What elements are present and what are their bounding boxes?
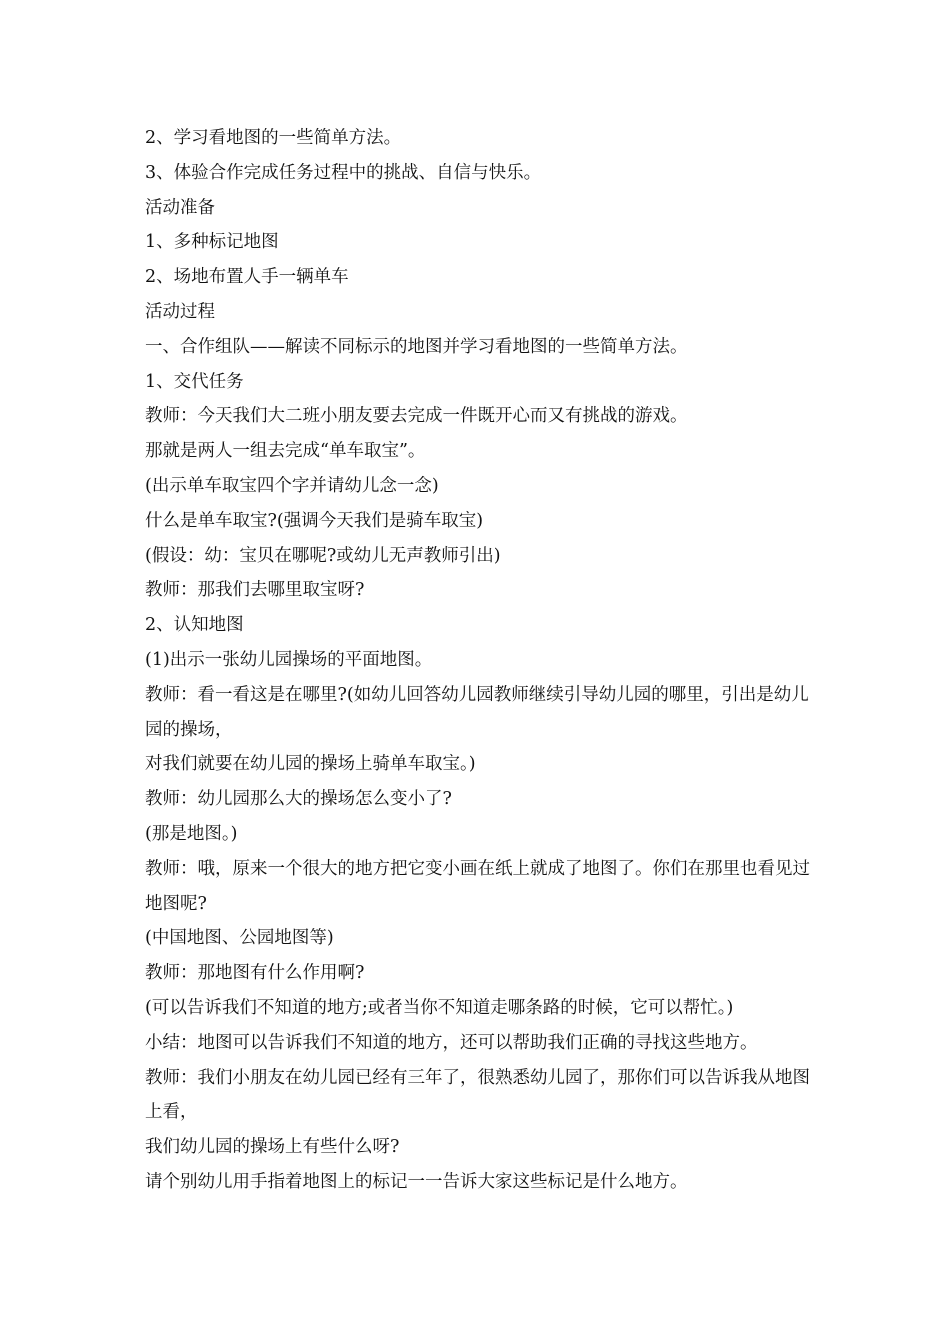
- paragraph-teacher-2: 教师：那我们去哪里取宝呀?: [145, 580, 365, 601]
- paragraph-pairs: 那就是两人一组去完成“单车取宝”。: [145, 441, 426, 462]
- paragraph-teacher-3: 教师：看一看这是在哪里?(如幼儿回答幼儿园教师继续引导幼儿园的哪里，引出是幼儿园的操场，: [145, 684, 809, 740]
- heading-preparation: 活动准备: [145, 197, 215, 218]
- paragraph-show-map: (1)出示一张幼儿园操场的平面地图。: [145, 649, 433, 670]
- paragraph-prep-2: 2、场地布置人手一辆单车: [145, 267, 349, 288]
- paragraph-teacher-6: 教师：那地图有什么作用啊?: [145, 963, 365, 984]
- paragraph-summary: 小结：地图可以告诉我们不知道的地方，还可以帮助我们正确的寻找这些地方。: [145, 1032, 758, 1053]
- paragraph-map-examples: (中国地图、公园地图等): [145, 928, 334, 949]
- paragraph-map-cognition: 2、认知地图: [145, 615, 244, 636]
- paragraph-map-use: (可以告诉我们不知道的地方;或者当你不知道走哪条路的时候，它可以帮忙。): [145, 997, 734, 1018]
- paragraph-playground: 对我们就要在幼儿园的操场上骑单车取宝。): [145, 754, 476, 775]
- paragraph-show-words: (出示单车取宝四个字并请幼儿念一念): [145, 475, 439, 496]
- paragraph-goal-2: 2、学习看地图的一些简单方法。: [145, 128, 402, 148]
- heading-process: 活动过程: [145, 301, 215, 322]
- paragraph-teacher-1: 教师：今天我们大二班小朋友要去完成一件既开心而又有挑战的游戏。: [145, 406, 688, 427]
- document-body: [145, 121, 810, 1200]
- paragraph-teacher-5: 教师：哦，原来一个很大的地方把它变小画在纸上就成了地图了。你们在那里也看见过地图呢?: [145, 858, 810, 914]
- paragraph-teacher-4: 教师：幼儿园那么大的操场怎么变小了?: [145, 789, 452, 810]
- paragraph-goal-3: 3、体验合作完成任务过程中的挑战、自信与快乐。: [145, 162, 542, 183]
- paragraph-what-is: 什么是单车取宝?(强调今天我们是骑车取宝): [145, 510, 484, 531]
- paragraph-teacher-7: 教师：我们小朋友在幼儿园已经有三年了，很熟悉幼儿园了，那你们可以告诉我从地图上看，: [145, 1067, 810, 1123]
- paragraph-prep-1: 1、多种标记地图: [145, 232, 279, 253]
- paragraph-point-marks: 请个别幼儿用手指着地图上的标记一一告诉大家这些标记是什么地方。: [145, 1171, 688, 1192]
- paragraph-is-map: (那是地图。): [145, 823, 238, 844]
- paragraph-task: 1、交代任务: [145, 371, 244, 392]
- paragraph-section-1: 一、合作组队——解读不同标示的地图并学习看地图的一些简单方法。: [145, 336, 688, 357]
- paragraph-what-on-playground: 我们幼儿园的操场上有些什么呀?: [145, 1137, 400, 1158]
- paragraph-assume: (假设：幼：宝贝在哪呢?或幼儿无声教师引出): [145, 545, 501, 566]
